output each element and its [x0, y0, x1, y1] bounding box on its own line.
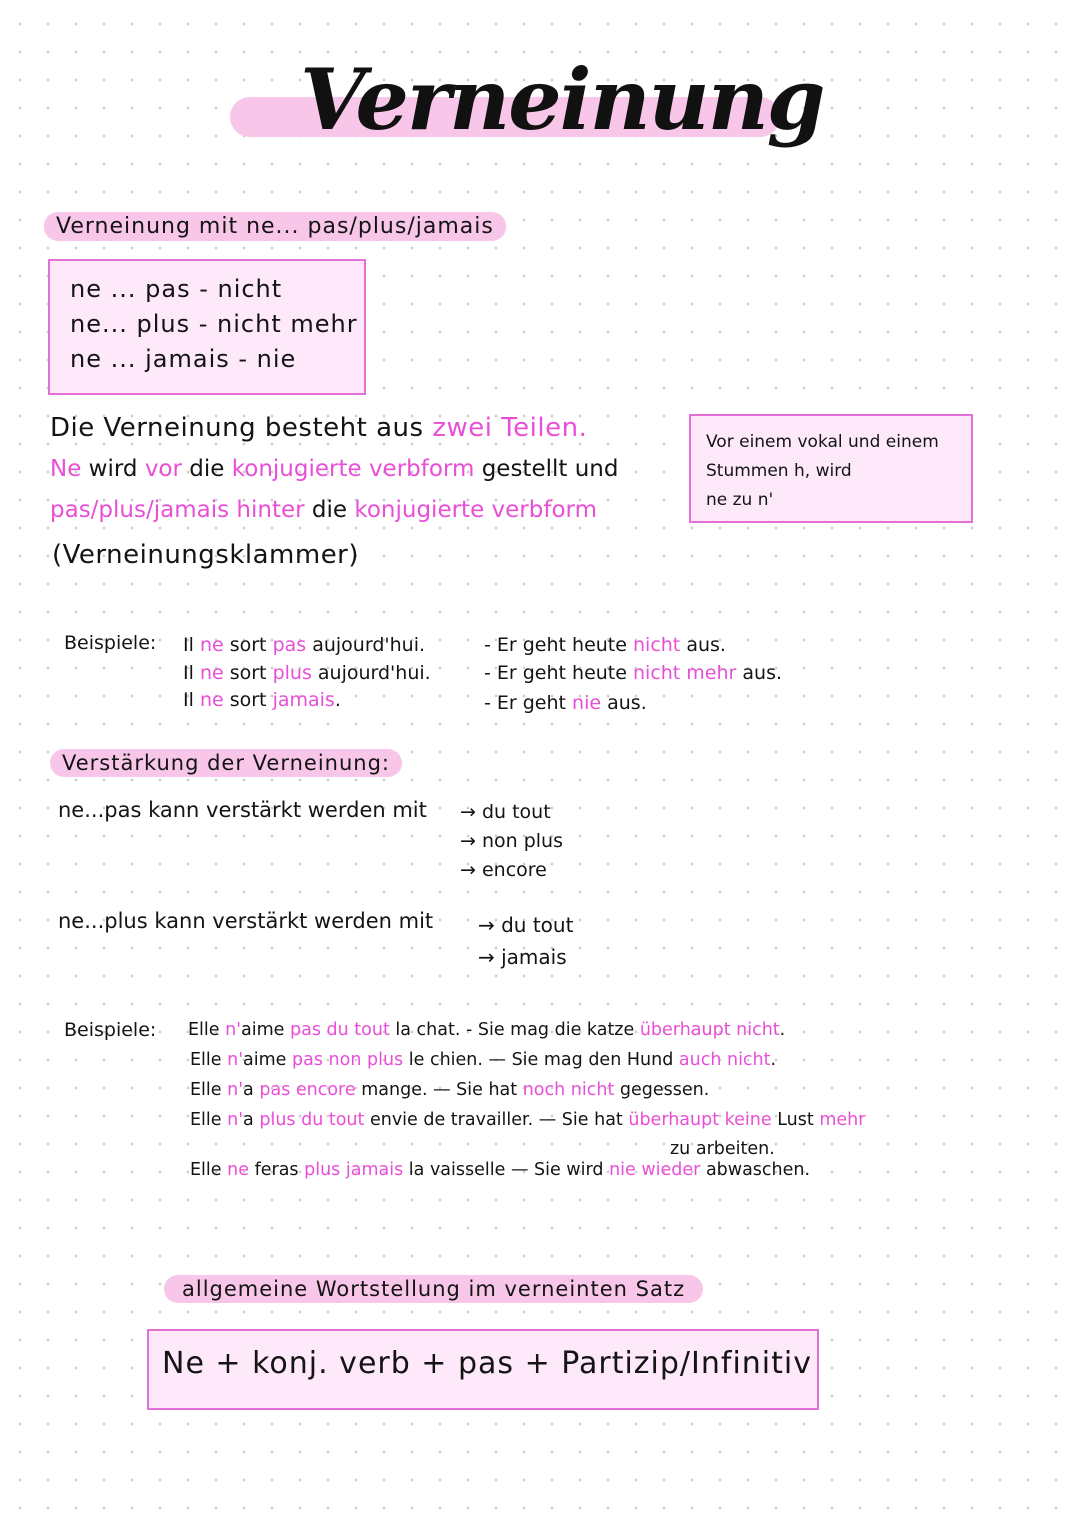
list-item: → jamais	[478, 945, 567, 969]
negation-form-line: ne ... jamais - nie	[70, 345, 297, 373]
example-translation: - Er geht heute nicht mehr aus.	[484, 662, 783, 684]
examples-label: Beispiele:	[64, 1019, 157, 1041]
example-row: Elle n'aime pas du tout la chat. - Sie mag die katze überhaupt nicht.	[188, 1020, 786, 1040]
example-row: Elle n'aime pas non plus le chien. — Sie mag den Hund auch nicht.	[190, 1050, 777, 1070]
example-row: Elle n'a plus du tout envie de travailler. — Sie hat überhaupt keine Lust mehr	[190, 1110, 866, 1130]
list-item: → non plus	[460, 830, 563, 852]
explanation-line-4: (Verneinungsklammer)	[52, 540, 360, 570]
example-row: Il ne sort plus aujourd'hui.	[183, 662, 431, 684]
word-order-formula: Ne + konj. verb + pas + Partizip/Infinitiv	[162, 1346, 812, 1381]
example-row: Il ne sort jamais.	[183, 689, 341, 711]
side-note-text: Vor einem vokal und einem Stummen h, wird ne zu n'	[706, 432, 939, 510]
section-heading-word-order: allgemeine Wortstellung im verneinten Satz	[164, 1277, 703, 1301]
reinforcement-pas-list	[460, 798, 563, 885]
example-row: Il ne sort pas aujourd'hui.	[183, 634, 426, 656]
list-item: → du tout	[478, 913, 574, 937]
example-continuation: zu arbeiten.	[670, 1139, 775, 1159]
example-row: Elle n'a pas encore mange. — Sie hat noch nicht gegessen.	[190, 1080, 710, 1100]
negation-form-line: ne... plus - nicht mehr	[70, 310, 358, 338]
example-translation: - Er geht heute nicht aus.	[484, 634, 726, 656]
explanation-line-2: Ne wird vor die konjugierte verbform gestellt und	[50, 456, 619, 482]
example-translation: - Er geht nie aus.	[484, 692, 647, 714]
reinforcement-plus-text: ne...plus kann verstärkt werden mit	[58, 909, 434, 933]
example-row: Elle ne feras plus jamais la vaisselle — Sie wird nie wieder abwaschen.	[190, 1160, 811, 1180]
reinforcement-pas-text: ne...pas kann verstärkt werden mit	[58, 798, 427, 822]
section-heading-negation: Verneinung mit ne... pas/plus/jamais	[44, 214, 506, 239]
reinforcement-plus-list	[478, 909, 573, 973]
explanation-line-3: pas/plus/jamais hinter die konjugierte verbform	[50, 497, 597, 523]
explanation-line-1: Die Verneinung besteht aus zwei Teilen.	[50, 413, 588, 443]
negation-form-line: ne ... pas - nicht	[70, 275, 283, 303]
list-item: → du tout	[460, 801, 551, 823]
examples-label: Beispiele:	[64, 632, 157, 654]
page-title: Verneinung	[300, 50, 824, 149]
list-item: → encore	[460, 859, 547, 881]
section-heading-reinforcement: Verstärkung der Verneinung:	[50, 751, 402, 775]
negation-forms-list	[70, 272, 358, 377]
